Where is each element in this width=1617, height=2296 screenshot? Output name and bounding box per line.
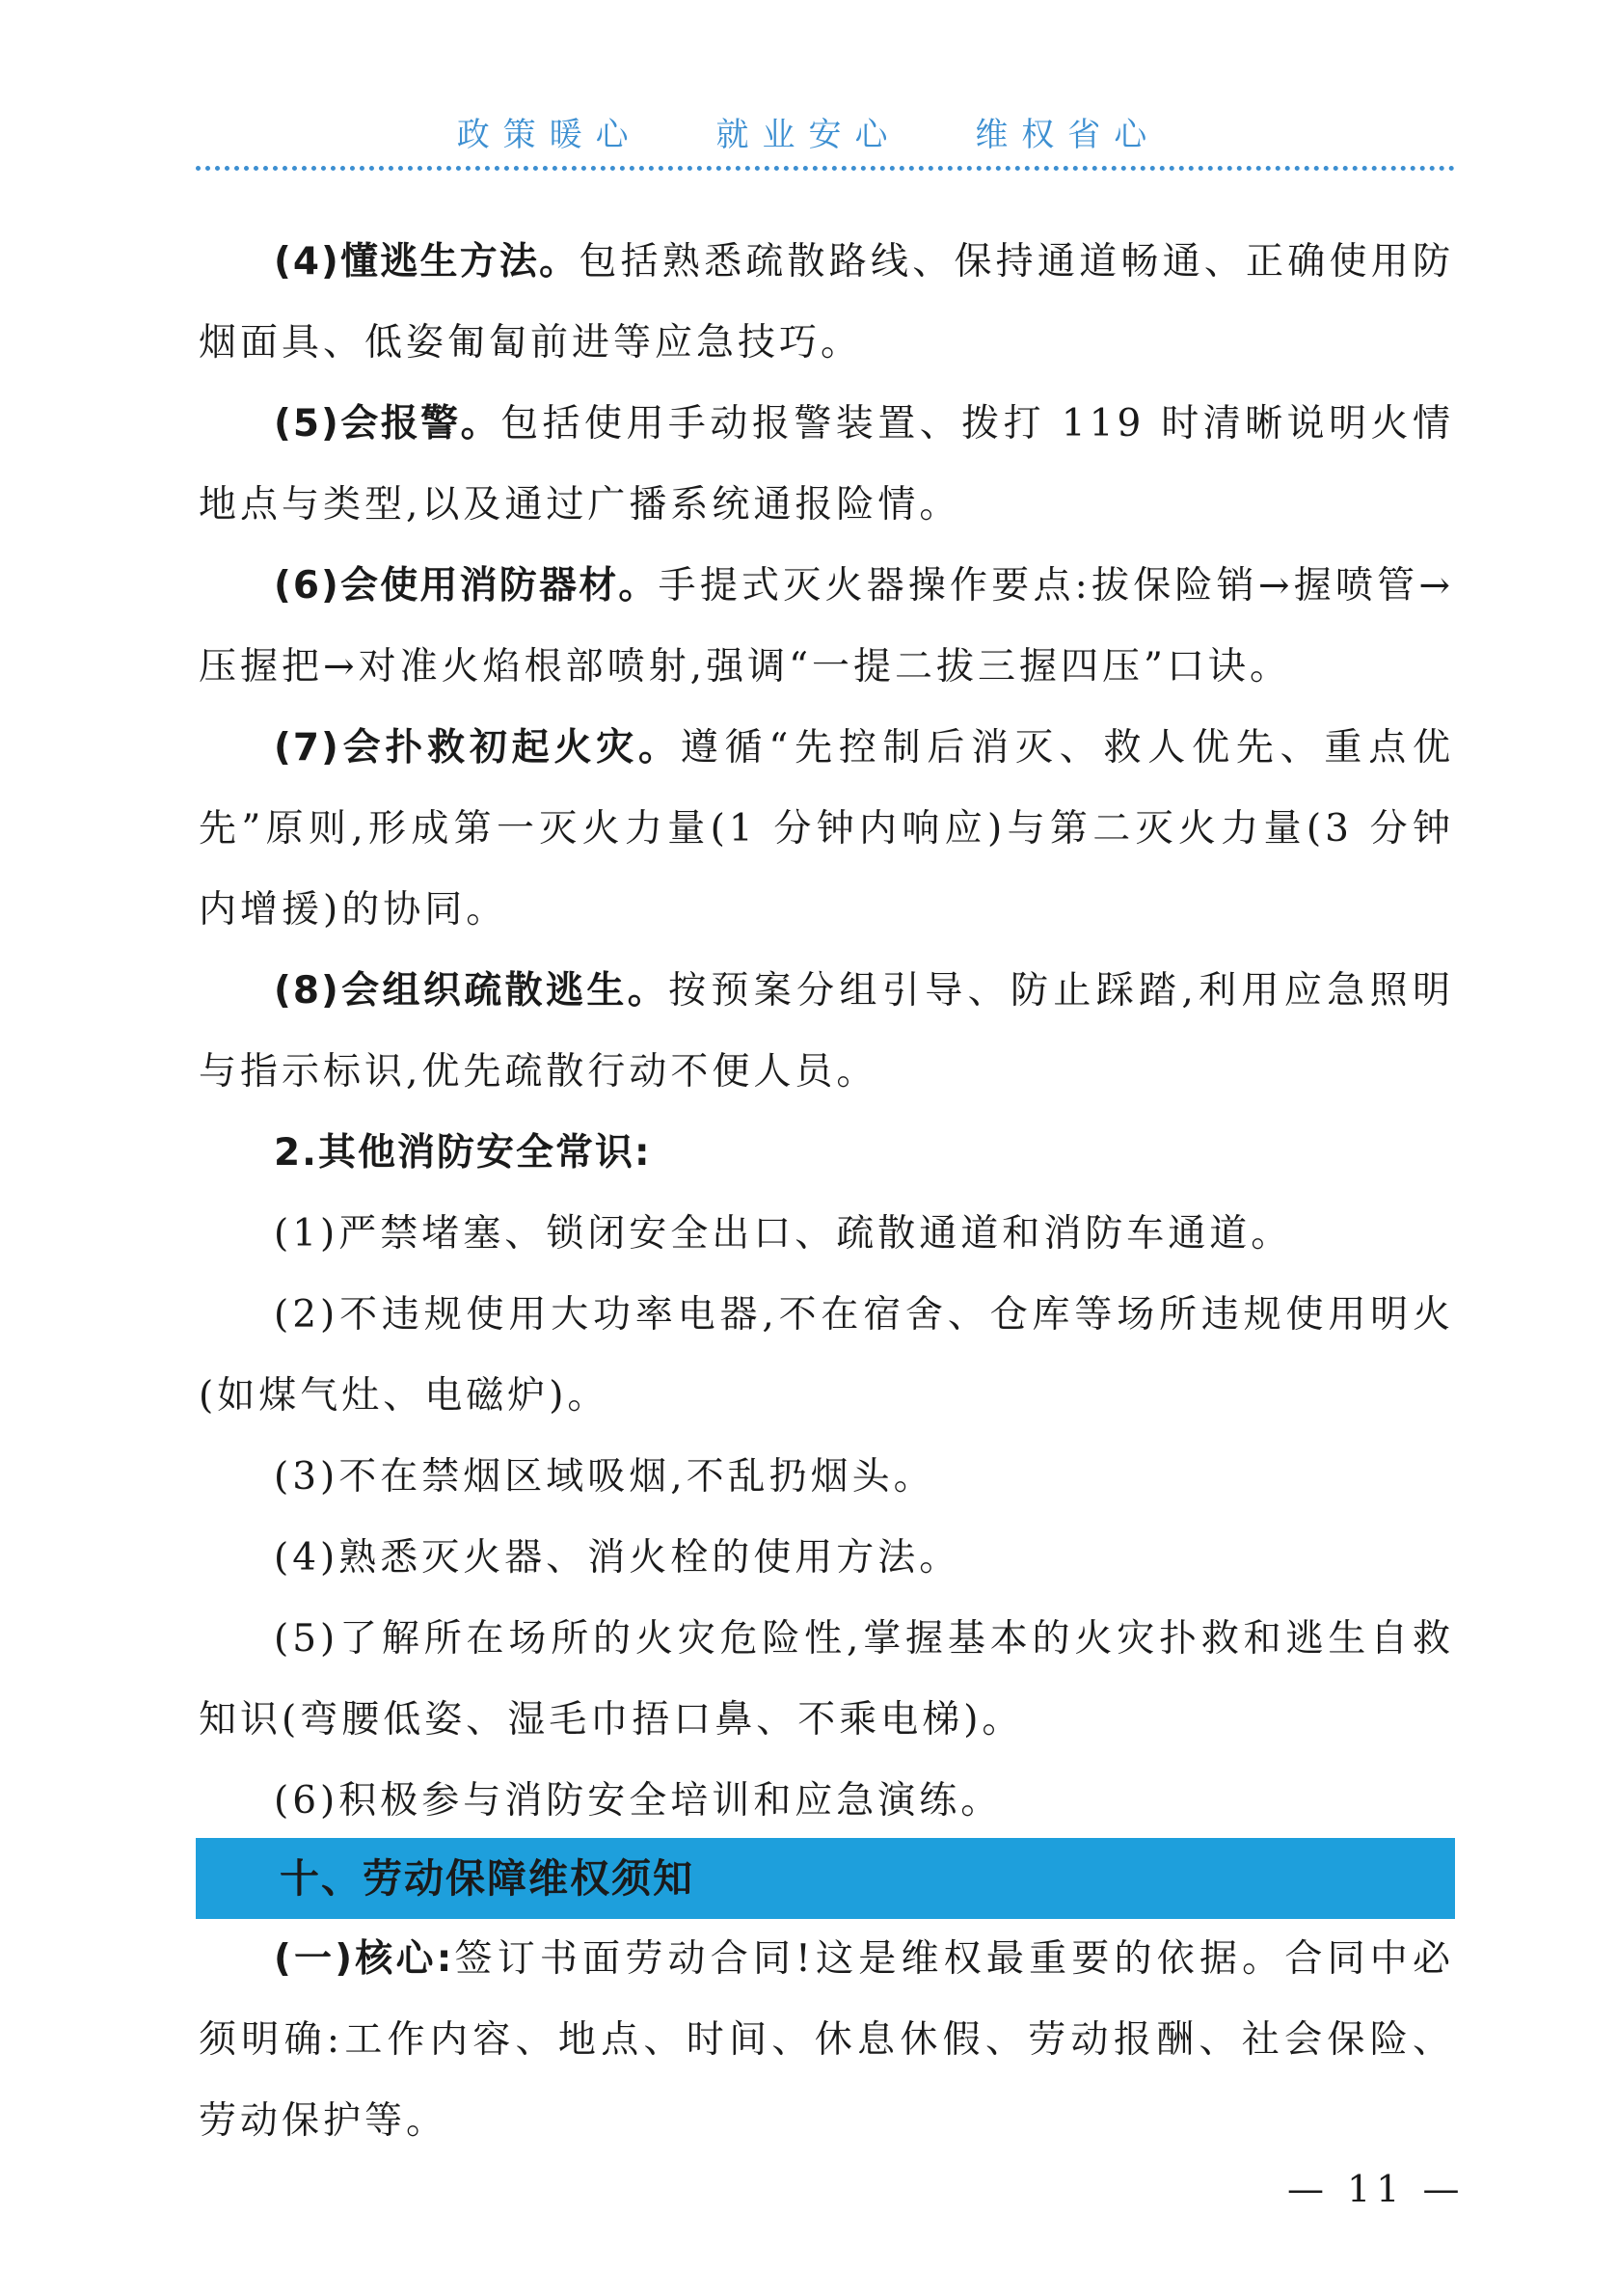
tip-2: (2)不违规使用大功率电器,不在宿舍、仓库等场所违规使用明火(如煤气灶、电磁炉)。	[199, 1293, 1454, 1418]
header-slogan-1: 政策暖心	[456, 116, 642, 154]
header-slogan-3: 维权省心	[975, 116, 1161, 154]
item-text: 包括熟悉疏散路线、保持通道畅通、正确使用防烟面具、低姿匍匐前进等应急技巧。	[199, 240, 1454, 365]
page-number: — 11 —	[1287, 2168, 1466, 2210]
tip-5: (5)了解所在场所的火灾危险性,掌握基本的火灾扑救和逃生自救知识(弯腰低姿、湿毛巾捂口鼻、不乘电梯)。	[199, 1617, 1454, 1742]
item-lead: (8)会组织疏散逃生。	[274, 969, 669, 1013]
item-lead: (4)懂逃生方法。	[274, 240, 579, 284]
subheading	[199, 1113, 1454, 1194]
tip-6: (6)积极参与消防安全培训和应急演练。	[274, 1779, 1003, 1823]
item-7	[199, 708, 1454, 951]
item-lead: (5)会报警。	[274, 402, 501, 446]
header-divider	[196, 166, 1455, 171]
item-text: 手提式灭火器操作要点:拔保险销→握喷管→压握把→对准火焰根部喷射,强调“一提二拔三握四压”口诀。	[199, 564, 1454, 689]
page-header	[0, 108, 1617, 155]
section-core	[199, 1919, 1454, 2162]
item-text: 包括使用手动报警装置、拨打 119 时清晰说明火情地点与类型,以及通过广播系统通报险情。	[199, 402, 1454, 527]
section-lead: (一)核心:	[274, 1937, 454, 1981]
item-4	[199, 222, 1454, 384]
tip-3: (3)不在禁烟区域吸烟,不乱扔烟头。	[274, 1455, 935, 1499]
section-content	[199, 1919, 1454, 2162]
item-5	[199, 384, 1454, 546]
section-text: 签订书面劳动合同!这是维权最重要的依据。合同中必须明确:工作内容、地点、时间、休息休假、劳动报酬、社会保险、劳动保护等。	[199, 1937, 1454, 2143]
subheading-text: 2.其他消防安全常识:	[274, 1131, 652, 1175]
item-lead: (7)会扑救初起火灾。	[274, 726, 681, 770]
section-title: 十、劳动保障维权须知	[280, 1855, 694, 1902]
main-content	[199, 222, 1454, 1842]
item-8	[199, 951, 1454, 1113]
header-slogan-2: 就业安心	[715, 116, 902, 154]
tip-1: (1)严禁堵塞、锁闭安全出口、疏散通道和消防车通道。	[274, 1212, 1293, 1256]
item-text: 遵循“先控制后消灭、救人优先、重点优先”原则,形成第一灭火力量(1 分钟内响应)与第二灭火力量(3 分钟内增援)的协同。	[199, 726, 1454, 932]
item-text: 按预案分组引导、防止踩踏,利用应急照明与指示标识,优先疏散行动不便人员。	[199, 969, 1454, 1094]
tip-4: (4)熟悉灭火器、消火栓的使用方法。	[274, 1536, 961, 1580]
item-6	[199, 546, 1454, 708]
item-lead: (6)会使用消防器材。	[274, 564, 659, 608]
